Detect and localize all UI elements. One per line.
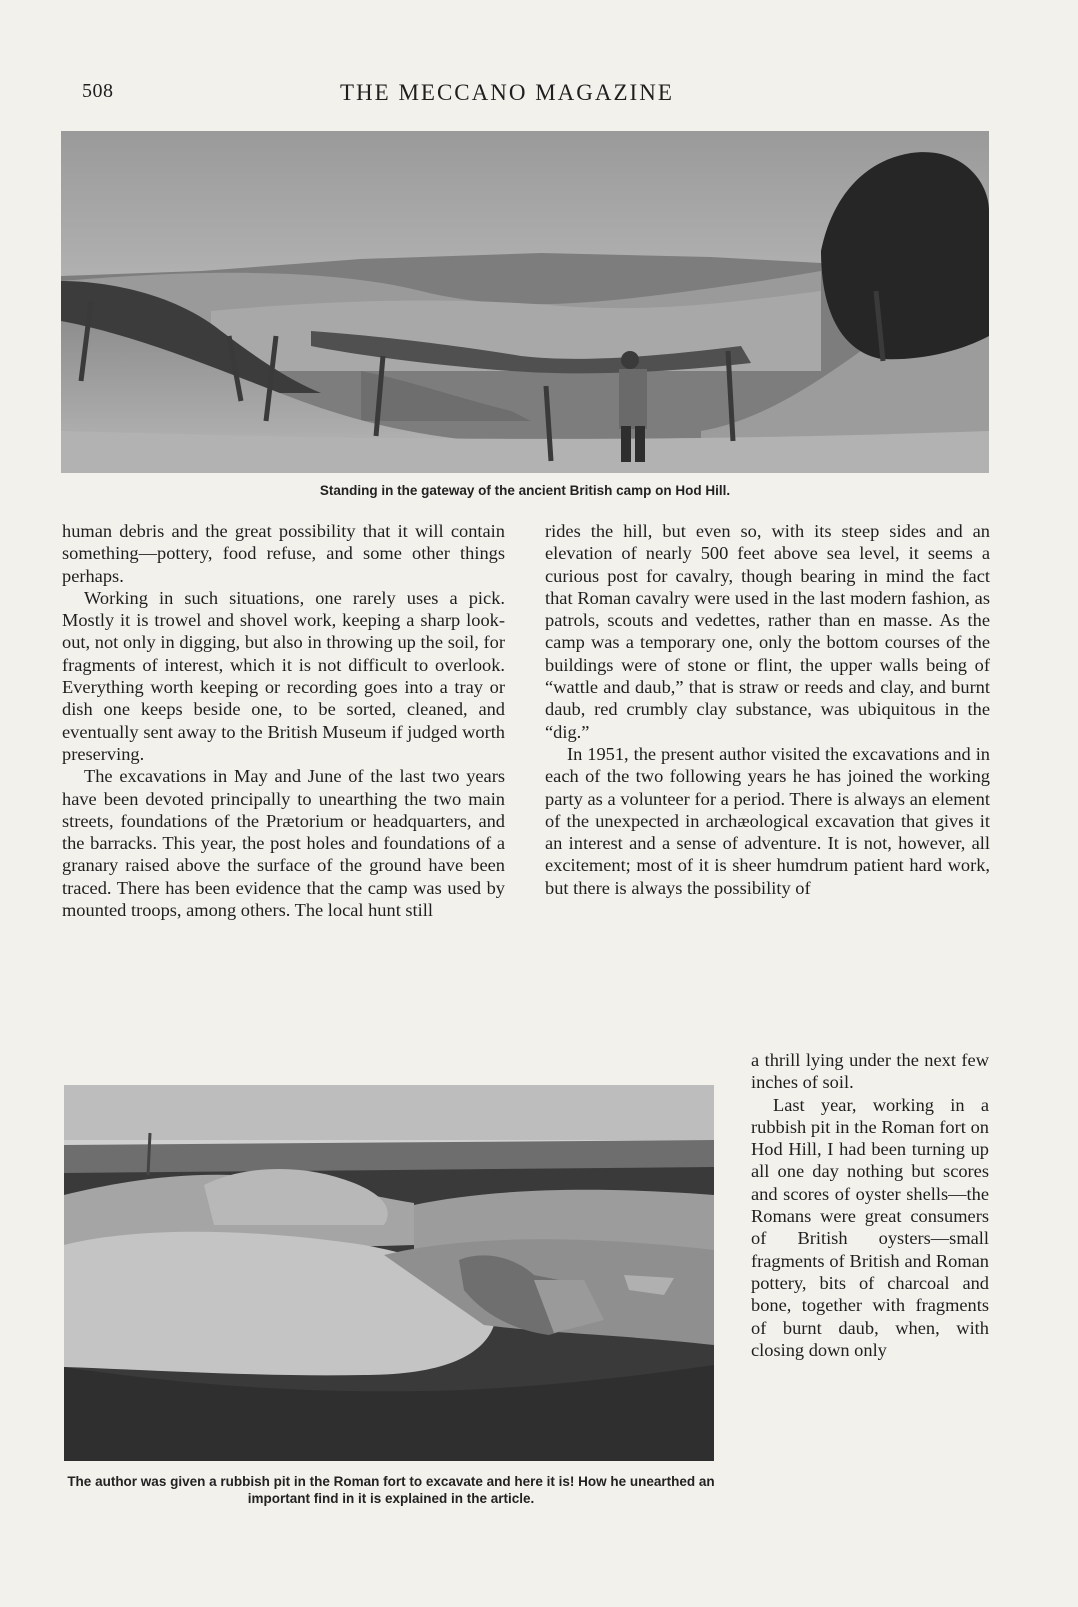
- article-left-column: [62, 520, 505, 921]
- bottom-photo-caption: The author was given a rubbish pit in the Roman fort to excavate and here it is! How he unearthed an important find in it is explained in the article.: [67, 1474, 715, 1506]
- article-paragraph: a thrill lying under the next few inches of soil.: [751, 1050, 989, 1093]
- page-number: 508: [82, 80, 114, 102]
- article-paragraph: Working in such situations, one rarely uses a pick. Mostly it is trowel and shovel work, keeping a sharp look-out, not only in digging, but also in throwing up the soil, for fragments of interest, which it is not difficult to overlook. Everything worth keeping or recording goes into a tray or dish one keeps beside one, to be sorted, cleaned, and eventually sent away to the British Museum if judged worth preserving.: [62, 587, 505, 764]
- article-paragraph: Last year, working in a rubbish pit in the Roman fort on Hod Hill, I had been turning up all one day nothing but scores and scores of oyster shells—the Romans were great consumers of British oysters—small fragments of British and Roman pottery, bits of charcoal and bone, together with fragments of burnt daub, when, with closing down only: [751, 1094, 989, 1360]
- article-paragraph: In 1951, the present author visited the excavations and in each of the two following years he has joined the working party as a volunteer for a period. There is always an element of the unexpected in archæological excavation that gives it an interest and a sense of adventure. It is not, however, all excitement; most of it is sheer humdrum patient hard work, but there is always the possibility of: [545, 743, 990, 898]
- magazine-title: THE MECCANO MAGAZINE: [340, 80, 674, 105]
- article-paragraph: human debris and the great possibility that it will contain something—pottery, food refuse, and some other things perhaps.: [62, 521, 505, 586]
- article-paragraph: The excavations in May and June of the last two years have been devoted principally to unearthing the two main streets, foundations of the Prætorium or headquarters, and the barracks. This year, the post holes and foundations of a granary raised above the surface of the ground have been traced. There has been evidence that the camp was used by mounted troops, among others. The local hunt still: [62, 766, 505, 921]
- top-photo-caption: Standing in the gateway of the ancient British camp on Hod Hill.: [319, 483, 731, 498]
- article-narrow-column: [751, 1049, 989, 1361]
- article-paragraph: rides the hill, but even so, with its steep sides and an elevation of nearly 500 feet above sea level, it seems a curious post for cavalry, though bearing in mind the fact that Roman cavalry were used in the last modern fashion, as patrols, scouts and vedettes, rather than en masse. As the camp was a temporary one, only the bottom courses of the buildings were of stone or flint, the upper walls being of “wattle and daub,” that is straw or reeds and clay, and burnt daub, red crumbly clay substance, was ubiquitous in the “dig.”: [545, 521, 990, 742]
- rubbish-pit-photo: [64, 1085, 714, 1461]
- article-right-column: [545, 520, 990, 899]
- hod-hill-gateway-photo: [61, 131, 989, 473]
